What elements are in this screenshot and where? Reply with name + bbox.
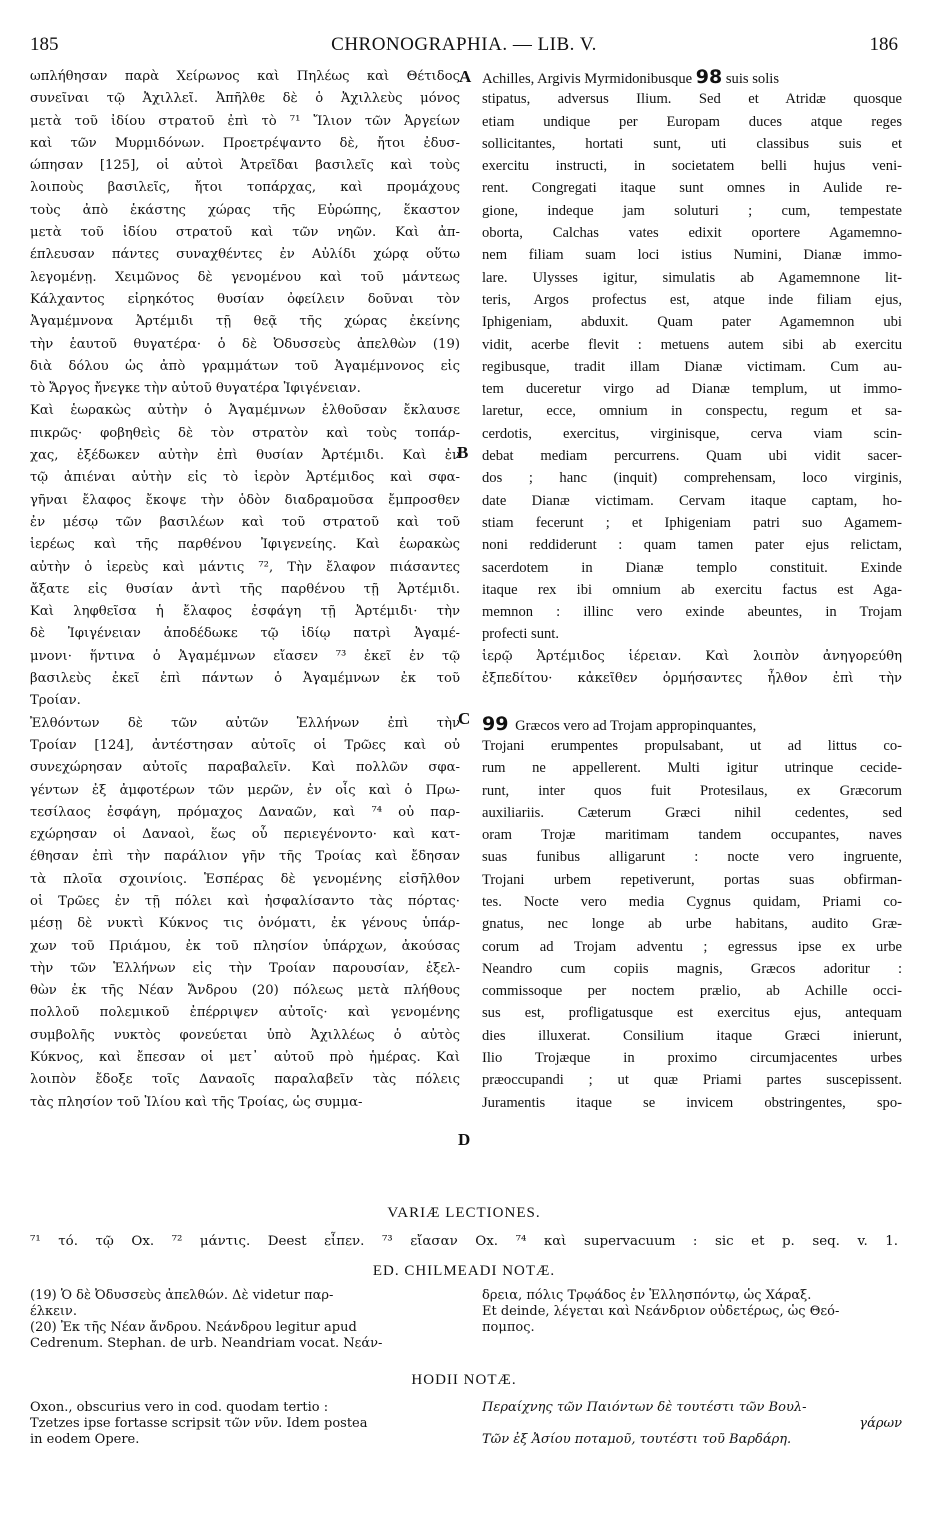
greek-text-line: εχώρησαν οἱ Δαναοὶ, ἕως οὗ περιεγένοντο· καὶ κατ- bbox=[30, 827, 460, 843]
greek-text-line: Κάλχαντος εἰρηκότος θυσίαν ὀφείλειν δοῦναι τὸν bbox=[30, 291, 460, 307]
latin-text-line: Trojani erumpentes propulsabant, ut ad littus co- bbox=[482, 737, 902, 754]
greek-text-line: διὰ δόλου ὡς ἀπὸ γραμμάτων τοῦ Ἀγαμέμνονος εἰς bbox=[30, 358, 460, 374]
greek-text-line: τὸ Ἄργος ἤνεγκε τὴν αὐτοῦ θυγατέρα Ἰφιγένειαν. bbox=[30, 381, 361, 397]
hodii-notes-right bbox=[482, 1400, 902, 1448]
latin-text-line: rent. Congregati itaque sunt omnes in Aulide re- bbox=[482, 180, 902, 197]
greek-text-line: συμβολῆς νυκτὸς φονεύεται ὑπὸ Ἀχιλλέως ὁ αὐτὸς bbox=[30, 1027, 460, 1043]
greek-text-line: έπλευσαν πάντες συναχθέντες ἐν Αὐλίδι χώρᾳ οὕτω bbox=[30, 247, 460, 263]
latin-text-line bbox=[482, 713, 902, 735]
greek-text-line: τεσίλαος ἐσφάγη, πρόμαχος Δαναῶν, καὶ ⁷⁴ οὐ παρ- bbox=[30, 804, 460, 820]
latin-text-line: Ilio Trojæque in proximo circumjacentes urbes bbox=[482, 1050, 902, 1067]
greek-text-line: Καὶ ἑωρακὼς αὐτὴν ὁ Ἀγαμέμνων ἐλθοῦσαν ἔκλαυσε bbox=[30, 403, 460, 419]
greek-text-line: Τροίαν. bbox=[30, 693, 81, 709]
page-number-left: 185 bbox=[30, 34, 59, 55]
latin-text-line: regibusque, tradit illam Dianæ victimam. Cum au- bbox=[482, 358, 902, 375]
latin-text-line: ἐξπεδίτου· κἀκεῖθεν ὁρμήσαντες ἦλθον ἐπὶ τὴν bbox=[482, 671, 902, 687]
latin-text-line: etiam undique per Europam duces atque reges bbox=[482, 113, 902, 130]
hodii-note-line: in eodem Opere. bbox=[30, 1432, 140, 1447]
chilmead-note-line: Et deinde, λέγεται καὶ Νεάνδριον οὐδετέρως, ὡς Θεό- bbox=[482, 1304, 840, 1319]
latin-text-segment: Achilles, Argivis Myrmidonibusque bbox=[482, 71, 696, 87]
latin-text-line: sollicitantes, hortati sunt, uti classibus suis et bbox=[482, 135, 902, 152]
hodii-notes-title: HODII NOTÆ. bbox=[411, 1372, 517, 1388]
variae-lectiones-title: VARIÆ LECTIONES. bbox=[387, 1205, 541, 1221]
chilmead-note-line: (19) Ὁ δὲ Ὀδυσσεὺς ἀπελθών. Δὲ videtur παρ- bbox=[30, 1288, 334, 1303]
greek-text-line: μετὰ τοῦ ἰδίου στρατοῦ ἐπὶ τὸ ⁷¹ Ἴλιον τῶν Ἀργείων bbox=[30, 113, 460, 129]
latin-text-line: stiam fecerunt ; et Iphigeniam patri suo Agamem- bbox=[482, 514, 902, 531]
greek-text-line: έθησαν ἐπὶ τὴν παράλιον γῆν τῆς Τροίας καὶ ἔδησαν bbox=[30, 849, 460, 865]
latin-text-line: sus est, profligatusque est exercitus ejus, antequam bbox=[482, 1005, 902, 1022]
latin-text-line: Neandro cum copiis magnis, Græcos adoritur : bbox=[482, 960, 902, 977]
chilmead-notes-title: ED. CHILMEADI NOTÆ. bbox=[372, 1263, 556, 1279]
hodii-note-line: Περαίχνης τῶν Παιόντων δὲ τουτέστι τῶν Βουλ- bbox=[482, 1400, 807, 1415]
latin-text-line: dies illuxerat. Consilium itaque Græci inierunt, bbox=[482, 1027, 902, 1044]
latin-text-segment: Græcos vero ad Trojam appropinquantes, bbox=[515, 717, 757, 734]
greek-text-line: Ἀγαμέμνονα Ἀρτέμιδι τῇ θεᾷ τῆς χώρας ἐκείνης bbox=[30, 314, 460, 330]
latin-text-line: suas funibus alligarunt : nocte vero ingruente, bbox=[482, 849, 902, 866]
latin-text-line: præoccupandi ; ut quæ Priami partes suscepissent. bbox=[482, 1072, 902, 1089]
latin-text-line: tes. Nocte vero media Cygnus quidam, Priami co- bbox=[482, 893, 902, 910]
page-number-right: 186 bbox=[869, 34, 898, 55]
greek-text-line: ώπησαν [125], οἱ αὐτοὶ Ἀτρεῖδαι βασιλεῖς καὶ τοὺς bbox=[30, 158, 460, 174]
greek-text-line: λοιποὺς βασιλεῖς, ἤτοι τοπάρχας, καὶ προμάχους bbox=[30, 180, 460, 196]
greek-text-column bbox=[30, 66, 460, 1114]
latin-text-line: runt, inter quos fuit Protesilaus, ex Græcorum bbox=[482, 782, 902, 799]
page-header bbox=[30, 34, 898, 60]
greek-text-line: Ἐλθόντων δὲ τῶν αὐτῶν Ἑλλήνων ἐπὶ τὴν bbox=[30, 715, 460, 731]
greek-text-line: τὴν ἑαυτοῦ θυγατέρα· ὁ δὲ Ὀδυσσεὺς ἀπελθὼν (19) bbox=[30, 336, 460, 352]
hodii-note-line: Oxon., obscurius vero in cod. quodam tertio : bbox=[30, 1400, 329, 1415]
latin-text-line: gione, indeque jam soluturi ; cum, tempestate bbox=[482, 202, 902, 219]
chilmead-note-line: δρεια, πόλις Τρῳάδος ἐν Ἑλλησπόντῳ, ὡς Χάραξ. bbox=[482, 1288, 812, 1303]
latin-text-line: stipatus, adversus Ilium. Sed et Atridæ quosque bbox=[482, 91, 902, 108]
latin-text-line: Iphigeniam, abduxit. Quam pater Agamemnon ubi bbox=[482, 314, 902, 331]
latin-text-line: noni reddiderunt : quam tamen pater ejus relictam, bbox=[482, 537, 902, 554]
greek-text-line: θὼν ἐκ τῆς Νέαν Ἄνδρου (20) πόλεως μετὰ πλήθους bbox=[30, 983, 460, 999]
greek-text-line: τοὺς ἀπὸ ἑκάστης χώρας τῆς Εὐρώπης, ἕκαστον bbox=[30, 202, 460, 218]
latin-text-line: corum ad Trojam adventu ; egressus ipse ex urbe bbox=[482, 938, 902, 955]
greek-text-line: μετὰ τοῦ ἰδίου στρατοῦ καὶ τῶν νηῶν. Καὶ ἀπ- bbox=[30, 225, 460, 241]
greek-text-line: γέντων ἐξ ἀμφοτέρων τῶν μερῶν, ἐν οἷς καὶ ὁ Πρω- bbox=[30, 782, 460, 798]
chilmead-note-line: έλκειν. bbox=[30, 1304, 77, 1319]
chilmead-notes-left bbox=[30, 1288, 460, 1352]
latin-text-line: lare. Ulysses igitur, simulatis ab Agamemnone lit- bbox=[482, 269, 902, 286]
latin-text-line: rum ne appellerent. Multi igitur utrinque cecide- bbox=[482, 760, 902, 777]
margin-letter-a: A bbox=[459, 67, 472, 86]
latin-text-line: tem duceretur virgo ad Dianæ templum, ut immo- bbox=[482, 381, 902, 398]
latin-text-line: teris, Argos profectus est, atque inde filiam ejus, bbox=[482, 291, 902, 308]
hodii-note-line: Τῶν ἐξ Ἀσίου ποταμοῦ, τουτέστι τοῦ Βαρδάρη. bbox=[482, 1432, 792, 1447]
greek-text-line: λοιπὸν ἔδοξε τοῖς Δαναοῖς παραλαβεῖν τὰς πόλεις bbox=[30, 1072, 460, 1088]
hodii-note-line: γάρων bbox=[859, 1416, 902, 1431]
latin-text-segment: suis solis bbox=[722, 71, 780, 87]
latin-text-line: dos ; hanc (inquit) comprehensam, loco virginis, bbox=[482, 470, 902, 487]
running-title: CHRONOGRAPHIA. — LIB. V. bbox=[331, 34, 597, 55]
latin-text-line bbox=[482, 66, 902, 88]
greek-text-line: βασιλεὺς ἐκεῖ ἐπὶ πάντων ὁ Ἀγαμέμνων ἐκ τοῦ bbox=[30, 671, 460, 687]
greek-text-line: μνονι· ἥντινα ὁ Ἀγαμέμνων εἴασεν ⁷³ ἐκεῖ ἐν τῷ bbox=[30, 648, 460, 664]
greek-text-line: Καὶ ληφθεῖσα ἡ ἔλαφος ἐσφάγη τῇ Ἀρτέμιδι· τὴν bbox=[30, 604, 460, 620]
latin-text-line: auxiliariis. Cæterum Græci nihil cedentes, sed bbox=[482, 804, 902, 821]
chilmead-notes-right bbox=[482, 1288, 902, 1336]
greek-text-line: δὲ Ἰφιγένειαν ἀποδέδωκε τῷ ἰδίῳ πατρὶ Ἀγαμέ- bbox=[30, 626, 460, 642]
greek-text-line: Κύκνος, καὶ ἔπεσαν οἱ μετ᾽ αὐτοῦ πρὸ ἡμέρας. Καὶ bbox=[30, 1050, 460, 1066]
variae-lectiones-text: ⁷¹ τό. τῷ Ox. ⁷² μάντις. Deest εἶπεν. ⁷³ εἴασαν Ox. ⁷⁴ καὶ supervacuum : sic et p. seq. v. 1. bbox=[30, 1234, 898, 1249]
latin-text-line: commissoque per noctem prælio, ab Achille occi- bbox=[482, 983, 902, 1000]
greek-text-line: γῆναι ἔλαφος ἔκοψε τὴν ὁδὸν διαδραμοῦσα ἔμπροσθεν bbox=[30, 492, 460, 508]
chapter-number: 98 bbox=[695, 66, 723, 88]
greek-text-line: οἱ Τρῶες ἐν τῇ πόλει καὶ ἠσφαλίσαντο τὰς πόρτας· bbox=[30, 893, 460, 909]
latin-text-line bbox=[482, 690, 902, 712]
chilmead-note-line: Cedrenum. Stephan. de urb. Neandriam vocat. Νεάν- bbox=[30, 1336, 383, 1351]
greek-text-line: λεγομένῃ. Χειμῶνος δὲ γενομένου καὶ τοῦ μάντεως bbox=[30, 269, 460, 285]
latin-text-line: Trojani urbem repetiverunt, portas suas obfirman- bbox=[482, 871, 902, 888]
greek-text-line: ωπλήθησαν παρὰ Χείρωνος καὶ Πηλέως καὶ Θέτιδος bbox=[30, 69, 460, 84]
greek-text-line: χων τοῦ Πριάμου, ἐκ τοῦ πλησίον ὑπάρχων, ἀκούσας bbox=[30, 938, 460, 954]
hodii-notes-left bbox=[30, 1400, 460, 1448]
latin-text-line: cerdotis, exercitus, virginisque, cerva viam scin- bbox=[482, 425, 902, 442]
chilmead-note-line: (20) Ἐκ τῆς Νέαν ἄνδρου. Νεάνδρου legitur apud bbox=[30, 1320, 357, 1335]
chilmead-note-line: πομπος. bbox=[482, 1320, 535, 1335]
greek-text-line: ἐν μέσῳ τῶν βασιλέων καὶ τοῦ στρατοῦ καὶ τοῦ bbox=[30, 514, 460, 530]
greek-text-line: τὴν τῶν Ἑλλήνων εἰς τὴν Τροίαν παρουσίαν, ἐξελ- bbox=[30, 960, 460, 976]
latin-text-line: profecti sunt. bbox=[482, 626, 560, 643]
latin-text-line: vidit, acerbe flevit : metuens autem sibi ab exercitu bbox=[482, 336, 902, 353]
greek-text-line: πολλοῦ πολεμικοῦ ἐπέρριψεν αὐτοῖς· καὶ γενομένης bbox=[30, 1005, 460, 1021]
latin-text-line: sacerdotem in Dianæ templo constituit. Exinde bbox=[482, 559, 902, 576]
latin-text-line: memnon : illinc vero exinde abeuntes, in Trojam bbox=[482, 604, 902, 621]
latin-text-line: Juramentis itaque se invicem obstringentes, spo- bbox=[482, 1094, 902, 1111]
latin-text-line: laretur, ecce, omnium in conspectu, regum et sa- bbox=[482, 403, 902, 420]
greek-text-line: μέσῃ δὲ νυκτὶ Κύκνος τις ὀνόματι, ἐκ γένους ὑπάρ- bbox=[30, 916, 460, 932]
greek-text-line: τῷ ἀπιέναι αὐτὴν εἰς τὸ ἱερὸν Ἀρτέμιδος καὶ σφα- bbox=[30, 470, 460, 486]
greek-text-line: συνεχώρησαν αὐτοῖς παραβαλεῖν. Καὶ πολλῶν σφα- bbox=[30, 760, 460, 776]
greek-text-line: ἱερέως καὶ τῆς παρθένου Ἰφιγενείης. Καὶ ἑωρακὼς bbox=[30, 537, 460, 553]
greek-text-line: τὰς πλησίον τοῦ Ἰλίου καὶ τῆς Τροίας, ὡς συμμα- bbox=[30, 1094, 363, 1110]
chapter-number: 99 bbox=[482, 712, 516, 735]
margin-letter-d: D bbox=[458, 1130, 471, 1149]
hodii-note-line: Tzetzes ipse fortasse scripsit τῶν νῦν. Idem postea bbox=[30, 1416, 368, 1431]
greek-text-line: Τροίαν [124], ἀντέστησαν αὐτοῖς οἱ Τρῶες καὶ οὐ bbox=[30, 737, 460, 753]
greek-text-line: ἄξατε εἰς θυσίαν ἀντὶ τῆς παρθένου τῇ Ἀρτέμιδι. bbox=[30, 581, 460, 597]
greek-text-line: αὐτὴν ὁ ἱερεὺς καὶ μάντις ⁷², Τὴν ἔλαφον πιάσαντες bbox=[30, 559, 460, 575]
latin-text-line: debat mediam percurrens. Quam ubi vidit sacer- bbox=[482, 448, 902, 465]
latin-text-line: ἱερῷ Ἀρτέμιδος ἱέρειαν. Καὶ λοιπὸν ἀνηγορεύθη bbox=[482, 648, 902, 664]
greek-text-line: χας, ἐξέδωκεν αὐτὴν ἐπὶ θυσίαν Ἀρτέμιδι. Καὶ ἐν bbox=[30, 448, 460, 464]
latin-text-line: nem filiam suam loci istius Numini, Dianæ immo- bbox=[482, 247, 902, 264]
greek-text-line: συνεῖναι τῷ Ἀχιλλεῖ. Ἀπῆλθε δὲ ὁ Ἀχιλλεὺς μόνος bbox=[30, 91, 460, 107]
margin-letter-b: B bbox=[457, 443, 469, 462]
greek-text-line: καὶ τῶν Μυρμιδόνων. Προετρέψαντο δὲ, ἤτοι ἐδυσ- bbox=[30, 135, 460, 151]
greek-text-line: πικρῶς· φοβηθεὶς δὲ τὸν στρατὸν καὶ τοὺς τοπάρ- bbox=[30, 425, 460, 441]
latin-text-line: gnatus, nec longe ab urbe habitans, audito Græ- bbox=[482, 916, 902, 933]
margin-letter-c: C bbox=[458, 709, 471, 728]
latin-text-line: exercitu instructi, in societatem belli hujus veni- bbox=[482, 158, 902, 175]
latin-text-line: date Dianæ victimam. Cervam itaque captam, ho- bbox=[482, 492, 902, 509]
latin-text-line: oborta, Calchas vates edixit oportere Agamemno- bbox=[482, 225, 902, 242]
latin-text-line: itaque rex ibi omnium ab exercitu factus est Aga- bbox=[482, 581, 902, 598]
latin-text-column bbox=[482, 66, 902, 1114]
greek-text-line: τὰ πλοῖα σχοινίοις. Ἑσπέρας δὲ γενομένης εἰσῆλθον bbox=[30, 871, 460, 887]
latin-text-line: oram Trojæ maritimam tandem occupantes, naves bbox=[482, 827, 902, 844]
